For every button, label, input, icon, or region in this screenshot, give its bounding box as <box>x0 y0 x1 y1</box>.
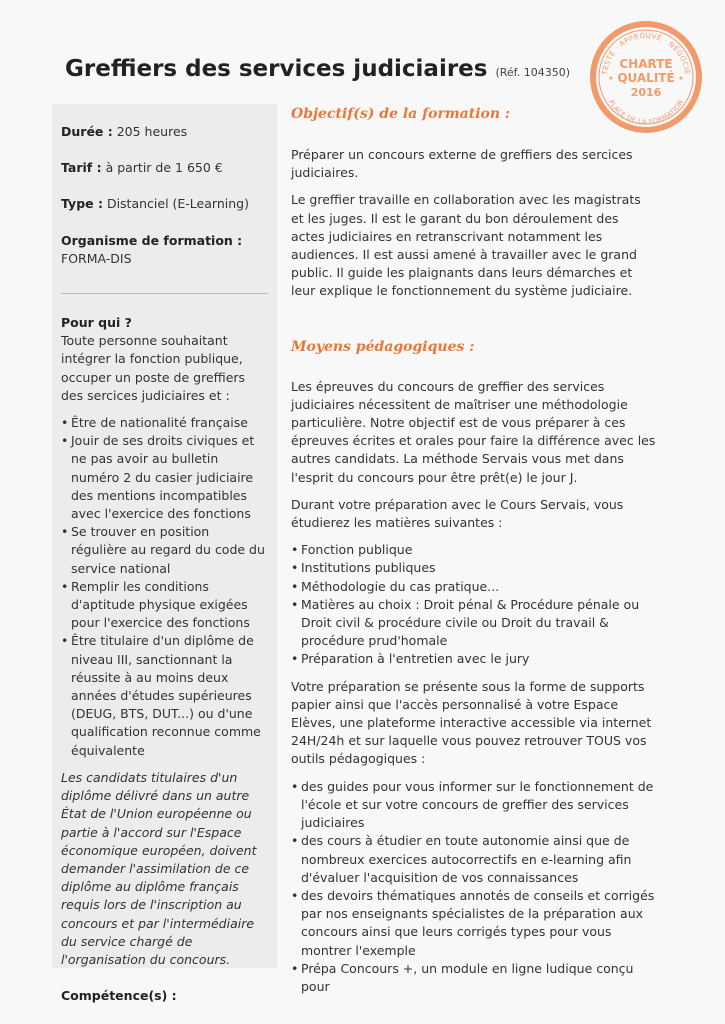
list-item: • des cours à étudier en toute autonomie ainsi que de nombreux exercices autocorrectifs en e-learning afin d'évaluer l'acquisition de vos connaissances <box>301 832 656 887</box>
seal-year: 2016 <box>630 86 662 99</box>
page-title <box>65 56 570 82</box>
duration-label: Durée : <box>61 124 113 139</box>
objectives-paragraph: Le greffier travaille en collaboration avec les magistrats et les juges. Il est le garant du bon déroulement des actes judiciaires en retranscrivant notamment les audiences. Il est aussi amené à travailler avec le grand public. Il guide les plaignants dans leurs démarches et leur explique le fonctionnement du système judiciaire. <box>291 192 641 299</box>
tools-list <box>291 778 656 996</box>
objectives-heading: Objectif(s) de la formation : <box>291 106 511 122</box>
price-label: Tarif : <box>61 160 102 176</box>
skills-label: Compétence(s) : <box>61 988 177 1004</box>
conditions-list <box>61 414 268 760</box>
audience-text: Toute personne souhaitant intégrer la fonction publique, occuper un poste de greffiers des sercices judiciaires et : <box>61 333 246 403</box>
info-sidebar <box>52 104 277 1004</box>
seal-line1: CHARTE <box>619 57 673 71</box>
seal-line2: QUALITÉ <box>617 71 675 85</box>
type-row <box>61 195 268 213</box>
organization-value: FORMA-DIS <box>61 250 132 266</box>
audience-section <box>61 314 268 405</box>
list-item: • Être titulaire d'un diplôme de niveau III, sanctionnant la réussite à au moins deux années d'études supérieures (DEUG, BTS, DUT...) ou d'une qualification reconnue comme équivalente <box>71 632 268 759</box>
list-item: • Être de nationalité française <box>71 414 268 432</box>
list-item: • des devoirs thématiques annotés de conseils et corrigés par nos enseignants spécialistes de la préparation aux concours ainsi que leurs corrigés types pour vous montrer l'exemple <box>301 887 656 960</box>
main-content <box>291 104 656 1005</box>
duration-row <box>61 123 268 141</box>
list-item: • Remplir les conditions d'aptitude physique exigées pour l'exercice des fonctions <box>71 578 268 633</box>
organization-label: Organisme de formation : <box>61 232 243 248</box>
seal-arc-bottom: PLACE DE LA FORMATION <box>606 98 686 127</box>
price-row <box>61 159 268 177</box>
seal-arc-top: TESTÉ · APPROUVÉ · NÉGOCIÉ <box>601 31 691 76</box>
subjects-list <box>291 541 656 668</box>
list-item: • Méthodologie du cas pratique... <box>301 578 656 596</box>
equivalence-note: Les candidats titulaires d'un diplôme délivré dans un autre État de l'Union européenne ou partie à l'accord sur l'Espace économique européen, doivent demander l'assimilation de ce diplôme au diplôme français requis lors de l'inscription au concours et par l'intermédiaire du service chargé de l'organisation du concours. <box>61 769 257 967</box>
list-item: • des guides pour vous informer sur le fonctionnement de l'école et sur votre concours de greffier des services judiciaires <box>301 778 656 833</box>
type-value: Distanciel (E-Learning) <box>102 196 249 212</box>
list-item: • Matières au choix : Droit pénal & Procédure pénale ou Droit civil & procédure civile ou Droit du travail & procédure prud'homale <box>301 596 656 651</box>
seal-star-left-icon: ★ <box>608 75 614 82</box>
list-item: • Préparation à l'entretien avec le jury <box>301 650 656 668</box>
seal-star-right-icon: ★ <box>678 75 684 82</box>
objectives-paragraph: Préparer un concours externe de greffiers des sercices judiciaires. <box>291 147 633 181</box>
reference-number: (Réf. 104350) <box>495 66 571 79</box>
list-item: • Se trouver en position régulière au regard du code du service national <box>71 523 268 578</box>
organization-row <box>61 232 268 268</box>
methods-paragraph: Durant votre préparation avec le Cours Servais, vous étudierez les matières suivantes : <box>291 496 624 531</box>
list-item: • Prépa Concours +, un module en ligne ludique conçu pour <box>301 960 656 996</box>
list-item: • Institutions publiques <box>301 559 656 577</box>
list-item: • Jouir de ses droits civiques et ne pas avoir au bulletin numéro 2 du casier judiciaire des mentions incompatibles avec l'exercice des fonctions <box>71 432 268 523</box>
price-value: à partir de 1 650 € <box>101 160 223 176</box>
title-text: Greffiers des services judiciaires <box>65 56 488 82</box>
list-item: • Fonction publique <box>301 541 656 559</box>
methods-paragraph: Votre préparation se présente sous la forme de supports papier ainsi que l'accès personnalisé à votre Espace Elèves, une plateforme interactive accessible via internet 24H/24h et sur laquelle vous pouvez retrouver TOUS vos outils pédagogiques : <box>291 678 652 767</box>
methods-paragraph: Les épreuves du concours de greffier des services judiciaires nécessitent de maîtriser une méthodologie particulière. Notre objectif est de vous préparer à ces épreuves écrites et orales pour faire la différence avec les autres candidats. La méthode Servais vous met dans l'esprit du concours pour être prêt(e) le jour J. <box>291 378 656 485</box>
audience-label: Pour qui ? <box>61 315 132 331</box>
sidebar-divider <box>61 293 268 294</box>
methods-heading: Moyens pédagogiques : <box>291 338 475 355</box>
duration-value: 205 heures <box>112 124 188 139</box>
type-label: Type : <box>61 196 103 212</box>
